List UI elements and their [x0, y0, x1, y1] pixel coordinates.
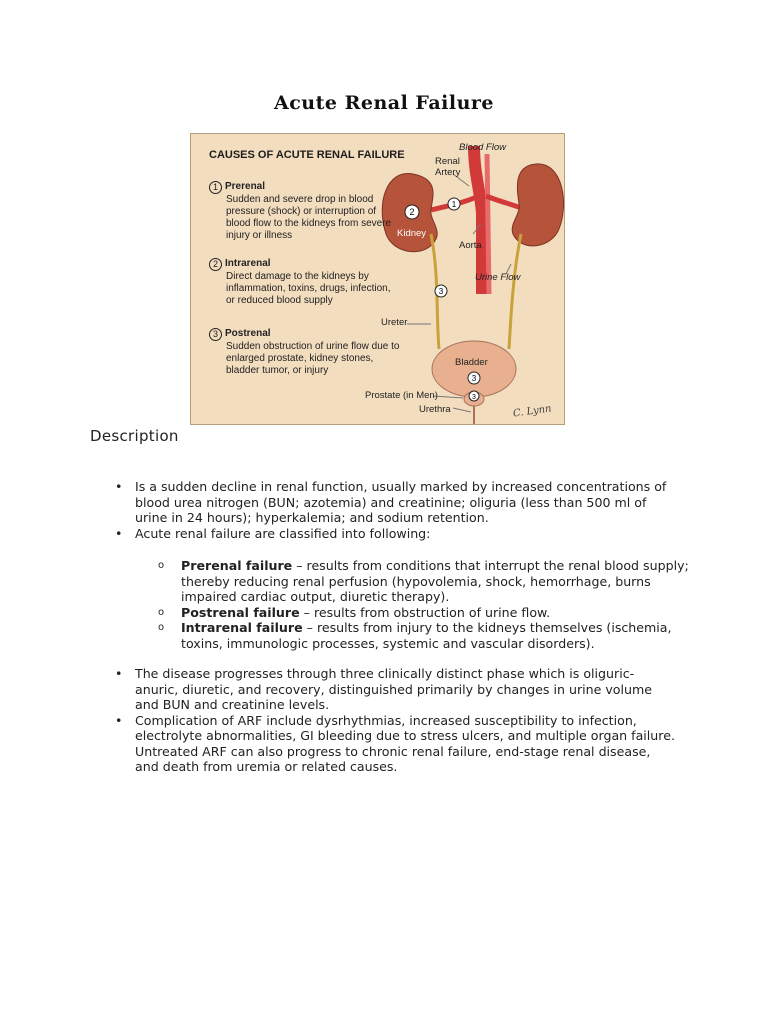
cause-postrenal: [209, 328, 401, 377]
term: Postrenal failure: [181, 604, 300, 620]
list-item: • The disease progresses through three clinically distinct phase which is oliguric-anuric, diuretic, and recovery, distinguished primarily by changes in urine volume and BUN and creatinine levels.: [115, 666, 675, 713]
list-item: • Complication of ARF include dysrhythmias, increased susceptibility to infection, electrolyte abnormalities, GI bleeding due to stress ulcers, and multiple organ failure. Untreated ARF can also progress to chronic renal failure, end-stage renal disease, and death from uremia or related causes.: [115, 713, 675, 775]
kidney-right: [512, 164, 563, 246]
renal-artery-label: Renal Artery: [435, 156, 461, 178]
marker-2: 2: [409, 207, 415, 217]
cause-body: Direct damage to the kidneys by inflammation, toxins, drugs, infection, or reduced blood supply: [226, 271, 391, 306]
bullet-list-1: [115, 479, 675, 541]
cause-number: 3: [209, 328, 222, 341]
cause-body: Sudden and severe drop in blood pressure (shock) or interruption of blood flow to the kidneys from severe injury or illness: [226, 194, 392, 241]
renal-artery-right: [486, 196, 521, 208]
aorta-label: Aorta: [459, 240, 482, 251]
cause-number: 1: [209, 181, 222, 194]
bullet-list-2: [115, 666, 675, 775]
term: Prerenal failure: [181, 558, 293, 573]
urethra-label: Urethra: [419, 404, 451, 415]
renal-failure-figure: [190, 133, 565, 425]
cause-title: Intrarenal: [225, 258, 271, 269]
list-item: [158, 620, 698, 651]
blood-flow-label: Blood Flow: [459, 142, 506, 153]
figure-heading: CAUSES OF ACUTE RENAL FAILURE: [209, 149, 405, 161]
section-heading: Description: [90, 427, 179, 445]
cause-prerenal: [209, 181, 401, 242]
list-item: • Is a sudden decline in renal function, usually marked by increased concentrations of blood urea nitrogen (BUN; azotemia) and creatinine; oliguria (less than 500 ml of urine in 24 hours); hyperkalemia; and sodium retention.: [115, 479, 675, 526]
term-text: – results from conditions that interrupt the renal blood supply; thereby reducing renal perfusion (hypovolemia, shock, hemorrhage, burns impaired cardiac output, diuretic therapy).: [181, 558, 689, 604]
artist-signature: C. Lynn: [512, 403, 553, 420]
list-item: [158, 605, 698, 621]
prostate-label: Prostate (in Men): [365, 390, 438, 401]
marker-3b: 3: [471, 374, 477, 383]
term-text: – results from injury to the kidneys themselves (ischemia, toxins, immunologic processes, systemic and vascular disorders).: [181, 620, 672, 651]
cause-title: Postrenal: [225, 328, 271, 339]
cause-intrarenal: [209, 258, 401, 307]
cause-number: 2: [209, 258, 222, 271]
cause-title: Prerenal: [225, 181, 266, 192]
list-item: • Acute renal failure are classified into following:: [115, 526, 675, 542]
bladder-shape: [432, 341, 516, 397]
marker-3c: 3: [472, 394, 476, 401]
list-item: [158, 558, 698, 605]
ureter-right: [509, 234, 521, 349]
term-text: – results from obstruction of urine flow.: [299, 604, 551, 620]
ureter-label: Ureter: [381, 317, 408, 328]
marker-1: 1: [451, 200, 457, 209]
bladder-label: Bladder: [455, 357, 488, 368]
term: Intrarenal failure: [181, 620, 303, 635]
urine-flow-label: Urine Flow: [475, 272, 521, 283]
page-title: Acute Renal Failure: [273, 92, 495, 114]
kidney-label: Kidney: [397, 228, 427, 239]
marker-3a: 3: [438, 287, 444, 296]
sub-list: [158, 558, 698, 651]
cause-body: Sudden obstruction of urine flow due to enlarged prostate, kidney stones, bladder tumor, or injury: [226, 341, 400, 376]
